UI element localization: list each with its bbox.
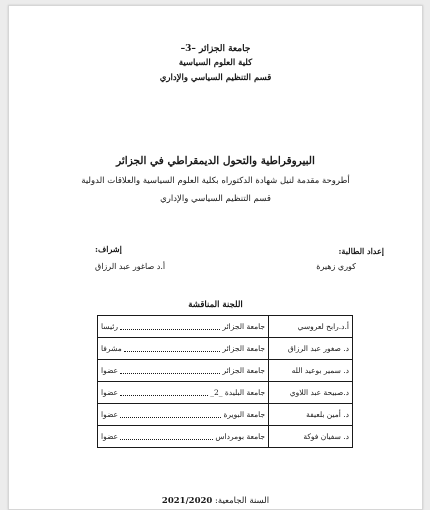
university-name: جامعة الجزائر –3– bbox=[180, 44, 251, 54]
academic-year bbox=[9, 496, 422, 506]
table-row bbox=[98, 338, 353, 360]
dotted-leader bbox=[120, 372, 221, 374]
supervisor-name: أ.د صاغور عبد الرزاق bbox=[95, 262, 166, 271]
table-row bbox=[98, 426, 353, 448]
member-affiliation bbox=[98, 404, 269, 426]
member-name: أ.د.رابح لعروسي bbox=[269, 316, 353, 338]
member-role: عضوا bbox=[101, 410, 118, 419]
dotted-leader bbox=[120, 328, 221, 330]
member-affiliation bbox=[98, 382, 269, 404]
document-page bbox=[8, 5, 423, 510]
member-role: رئيسا bbox=[101, 322, 118, 331]
academic-year-label: السنة الجامعية: bbox=[215, 496, 270, 506]
member-university: جامعة الجزائر bbox=[222, 322, 266, 331]
member-university: جامعة الجزائر bbox=[222, 366, 266, 375]
table-row bbox=[98, 404, 353, 426]
member-university: جامعة البليدة _2_ bbox=[210, 388, 266, 397]
member-name: د. سمير بوعيد الله bbox=[269, 360, 353, 382]
member-affiliation bbox=[98, 426, 269, 448]
member-university: جامعة بومرداس bbox=[215, 432, 266, 441]
member-role: عضوا bbox=[101, 432, 118, 441]
member-name: د. أمين بلعيفة bbox=[269, 404, 353, 426]
member-name: د. سفيان فوكة bbox=[269, 426, 353, 448]
dotted-leader bbox=[120, 416, 222, 418]
member-name: د.صبيحة عبد اللاوي bbox=[269, 382, 353, 404]
member-role: مشرفا bbox=[101, 344, 122, 353]
preparation-label: إعداد الطالبة: bbox=[338, 246, 384, 256]
thesis-title: البيروقراطية والتحول الديمقراطي في الجزائر bbox=[116, 155, 315, 167]
table-row bbox=[98, 360, 353, 382]
student-name: كوري زهيرة bbox=[316, 262, 356, 271]
member-university: جامعة الجزائر bbox=[222, 344, 266, 353]
member-role: عضوا bbox=[101, 388, 118, 397]
dotted-leader bbox=[120, 438, 213, 440]
member-affiliation bbox=[98, 316, 269, 338]
member-affiliation bbox=[98, 360, 269, 382]
dotted-leader bbox=[120, 394, 208, 396]
department-name: قسم التنظيم السياسي والإداري bbox=[159, 73, 272, 83]
thesis-department: قسم التنظيم السياسي والإداري bbox=[160, 194, 271, 204]
member-name: د. صغور عبد الرزاق bbox=[269, 338, 353, 360]
supervision-label: إشراف: bbox=[95, 244, 122, 254]
dotted-leader bbox=[124, 350, 221, 352]
committee-table bbox=[97, 315, 353, 448]
member-university: جامعة البويرة bbox=[223, 410, 266, 419]
faculty-name: كلية العلوم السياسية bbox=[178, 58, 253, 68]
table-row bbox=[98, 382, 353, 404]
member-affiliation bbox=[98, 338, 269, 360]
table-row bbox=[98, 316, 353, 338]
committee-title: اللجنة المناقشة bbox=[188, 300, 243, 310]
member-role: عضوا bbox=[101, 366, 118, 375]
academic-year-value: 2021/2020 bbox=[161, 496, 213, 506]
thesis-subtitle: أطروحة مقدمة لنيل شهادة الدكتوراه بكلية العلوم السياسية والعلاقات الدولية bbox=[81, 176, 350, 186]
